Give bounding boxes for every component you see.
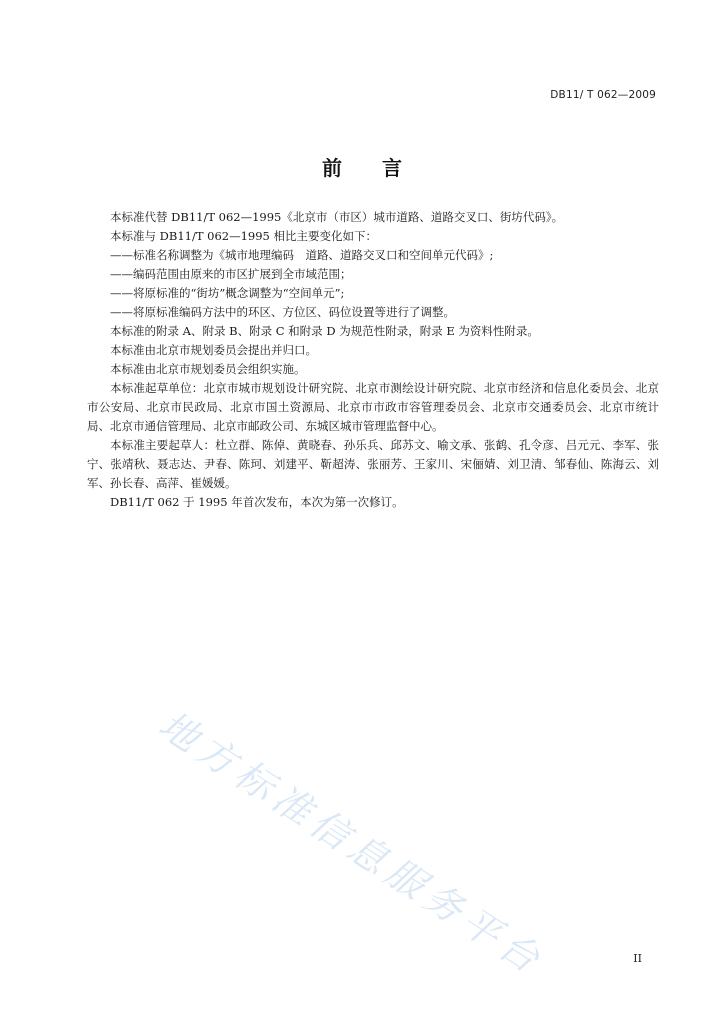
paragraph-drafters: 本标准主要起草人：杜立群、陈倬、黄晓春、孙乐兵、邱苏文、喻文承、张鹤、孔令彦、吕元元、李军、张宁、张靖秋、聂志达、尹春、陈珂、刘建平、靳超涛、张丽芳、王家川、宋俪婧、刘卫清、邹春仙、陈海云、刘军、孙长春、高萍、崔媛媛。 bbox=[87, 438, 659, 490]
paragraph-change-concept: ——将原标准的“街坊”概念调整为“空间单元”; bbox=[110, 286, 345, 300]
paragraph-history: DB11/T 062 于 1995 年首次发布，本次为第一次修订。 bbox=[110, 495, 404, 509]
paragraph-change-method: ——将原标准编码方法中的环区、方位区、码位设置等进行了调整。 bbox=[110, 305, 455, 319]
paragraph-change-name: ——标准名称调整为《城市地理编码 道路、道路交叉口和空间单元代码》; bbox=[110, 248, 494, 262]
paragraph-replacement: 本标准代替 DB11/T 062—1995《北京市（市区）城市道路、道路交叉口、街坊代码》。 bbox=[110, 210, 564, 224]
paragraph-proposer: 本标准由北京市规划委员会提出并归口。 bbox=[110, 343, 317, 357]
page-number: II bbox=[633, 952, 642, 965]
paragraph-change-scope: ——编码范围由原来的市区扩展到全市域范围； bbox=[110, 267, 352, 281]
paragraph-implementer: 本标准由北京市规划委员会组织实施。 bbox=[110, 362, 306, 376]
standard-code-header: DB11/ T 062—2009 bbox=[550, 89, 656, 101]
paragraph-appendices: 本标准的附录 A、附录 B、附录 C 和附录 D 为规范性附录，附录 E 为资料性附录。 bbox=[110, 324, 539, 338]
foreword-body bbox=[87, 208, 659, 512]
paragraph-changes-intro: 本标准与 DB11/T 062—1995 相比主要变化如下： bbox=[110, 229, 378, 243]
page-title: 前言 bbox=[322, 156, 442, 180]
watermark-text: 地方标准信息服务平台 bbox=[151, 702, 553, 985]
paragraph-drafting-units: 本标准起草单位：北京市城市规划设计研究院、北京市测绘设计研究院、北京市经济和信息化委员会、北京市公安局、北京市民政局、北京市国土资源局、北京市市政市容管理委员会、北京市交通委员会、北京市统计局、北京市通信管理局、北京市邮政公司、东城区城市管理监督中心。 bbox=[87, 381, 659, 433]
